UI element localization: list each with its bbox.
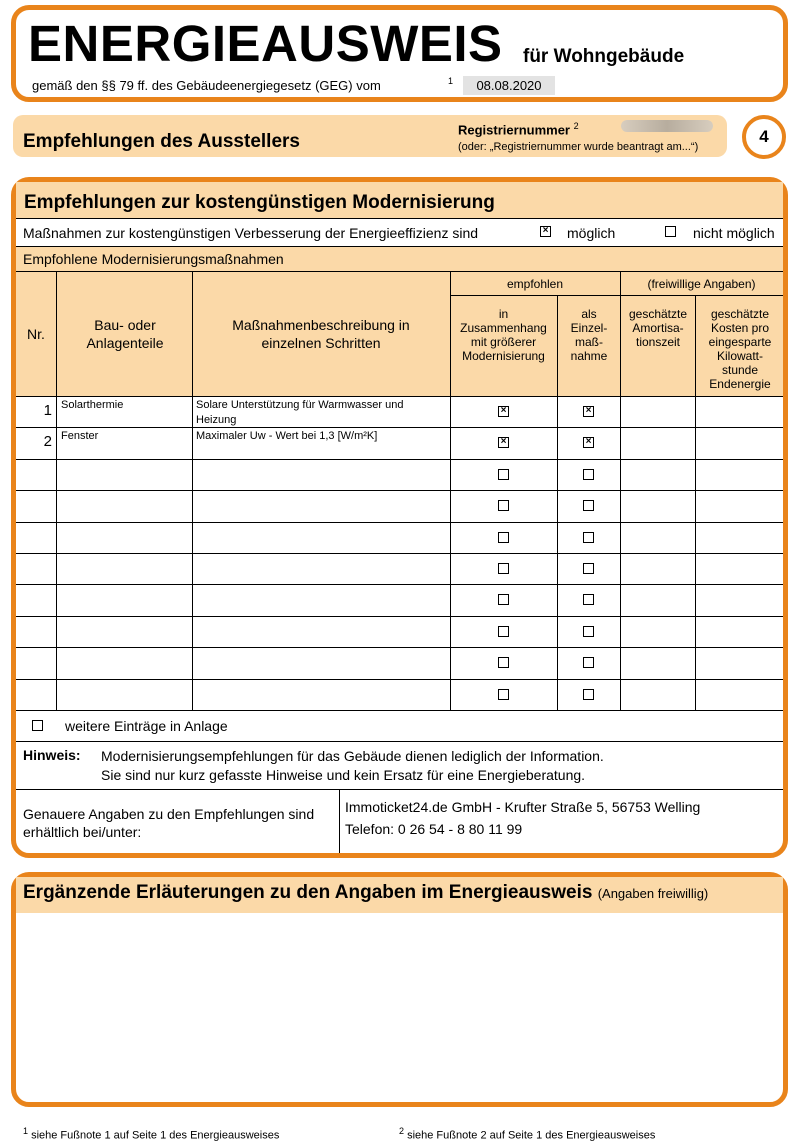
col-header-single: als Einzel-maß-nahme bbox=[570, 307, 608, 363]
contact-address: Immoticket24.de GmbH - Krufter Straße 5, 56753 Welling bbox=[345, 799, 701, 815]
divider bbox=[16, 710, 783, 711]
footnote-ref-1: 1 bbox=[448, 76, 454, 86]
table-row-divider bbox=[16, 647, 783, 648]
table-row-divider bbox=[16, 459, 783, 460]
document-title: ENERGIEAUSWEIS bbox=[28, 15, 503, 72]
table-row-divider bbox=[16, 679, 783, 680]
check-mark: × bbox=[585, 436, 592, 447]
check-mark: × bbox=[585, 405, 592, 416]
check-mark: × bbox=[500, 405, 507, 416]
page-number-badge: 4 bbox=[742, 115, 786, 159]
note-line-1: Modernisierungsempfehlungen für das Gebäude dienen lediglich der Information. bbox=[101, 748, 604, 764]
registration-footnote-ref: 2 bbox=[573, 121, 579, 131]
row-single-checkbox[interactable] bbox=[583, 406, 594, 417]
section-title: Empfehlungen des Ausstellers bbox=[23, 131, 300, 152]
group-header-optional: (freiwillige Angaben) bbox=[647, 277, 756, 291]
not-possible-label: nicht möglich bbox=[693, 225, 775, 241]
row-single-checkbox[interactable] bbox=[583, 626, 594, 637]
footnote-2-text: siehe Fußnote 2 auf Seite 1 des Energieausweises bbox=[407, 1129, 656, 1142]
details-label bbox=[23, 805, 314, 841]
row-description[interactable]: Solare Unterstützung für Warmwasser und Heizung bbox=[196, 399, 404, 426]
registration-label-text: Registriernummer bbox=[458, 122, 570, 138]
col-header-combined: in Zusammenhang mit größerer Modernisierung bbox=[460, 307, 547, 363]
recommendations-title: Empfehlungen zur kostengünstigen Modernisierung bbox=[24, 192, 495, 213]
row-single-checkbox[interactable] bbox=[583, 469, 594, 480]
table-row-divider bbox=[16, 553, 783, 554]
recommended-measures-label: Empfohlene Modernisierungsmaßnahmen bbox=[23, 251, 284, 267]
row-single-checkbox[interactable] bbox=[583, 500, 594, 511]
row-single-checkbox[interactable] bbox=[583, 594, 594, 605]
explanations-note: (Angaben freiwillig) bbox=[597, 886, 709, 901]
not-possible-checkbox[interactable] bbox=[665, 226, 676, 237]
col-header-description: Maßnahmenbeschreibung in einzelnen Schritten bbox=[232, 317, 410, 351]
footnote-1 bbox=[23, 1126, 279, 1142]
possible-checkbox[interactable] bbox=[540, 226, 551, 237]
details-label-line-2: erhältlich bei/unter: bbox=[23, 824, 142, 840]
row-number: 1 bbox=[43, 402, 52, 419]
check-mark: × bbox=[500, 436, 507, 447]
col-header-costs: geschätzte Kosten pro eingesparte Kilowatt-stunde Endenergie bbox=[708, 307, 772, 391]
row-combined-checkbox[interactable] bbox=[498, 437, 509, 448]
possible-label: möglich bbox=[567, 225, 616, 241]
divider bbox=[16, 741, 783, 742]
row-combined-checkbox[interactable] bbox=[498, 500, 509, 511]
divider bbox=[16, 396, 783, 397]
note-label: Hinweis: bbox=[23, 747, 81, 763]
contact-info bbox=[345, 796, 700, 840]
issue-date-field[interactable]: 08.08.2020 bbox=[463, 76, 555, 95]
row-combined-checkbox[interactable] bbox=[498, 657, 509, 668]
registration-note: (oder: „Registriernummer wurde beantragt am...“) bbox=[458, 141, 699, 153]
row-combined-checkbox[interactable] bbox=[498, 469, 509, 480]
footnote-1-text: siehe Fußnote 1 auf Seite 1 des Energieausweises bbox=[31, 1129, 280, 1142]
row-combined-checkbox[interactable] bbox=[498, 406, 509, 417]
table-row-divider bbox=[16, 522, 783, 523]
registration-label bbox=[458, 121, 579, 137]
row-combined-checkbox[interactable] bbox=[498, 626, 509, 637]
row-combined-checkbox[interactable] bbox=[498, 594, 509, 605]
row-component[interactable]: Fenster bbox=[61, 430, 99, 442]
table-row-divider bbox=[16, 584, 783, 585]
legal-basis: gemäß den §§ 79 ff. des Gebäudeenergiegesetz (GEG) vom bbox=[32, 78, 381, 93]
row-combined-checkbox[interactable] bbox=[498, 532, 509, 543]
possible-check-mark: × bbox=[542, 225, 549, 236]
table-row-divider bbox=[16, 427, 783, 428]
measures-question: Maßnahmen zur kostengünstigen Verbesserung der Energieeffizienz sind bbox=[23, 225, 479, 241]
explanations-title bbox=[23, 882, 708, 904]
col-divider bbox=[339, 789, 340, 853]
explanations-text-area[interactable] bbox=[16, 913, 783, 1102]
col-header-amortization: geschätzte Amortisa-tionszeit bbox=[628, 307, 688, 349]
footnote-1-ref: 1 bbox=[23, 1126, 29, 1136]
table-row-divider bbox=[16, 616, 783, 617]
note-text bbox=[101, 747, 604, 785]
row-number: 2 bbox=[43, 433, 52, 450]
note-line-2: Sie sind nur kurz gefasste Hinweise und kein Ersatz für eine Energieberatung. bbox=[101, 767, 586, 783]
more-entries-checkbox[interactable] bbox=[32, 720, 43, 731]
row-single-checkbox[interactable] bbox=[583, 657, 594, 668]
row-description[interactable]: Maximaler Uw - Wert bei 1,3 [W/m²K] bbox=[196, 430, 378, 442]
row-single-checkbox[interactable] bbox=[583, 563, 594, 574]
divider bbox=[16, 789, 783, 790]
col-header-component: Bau- oder Anlagenteile bbox=[86, 317, 164, 351]
row-single-checkbox[interactable] bbox=[583, 437, 594, 448]
details-label-line-1: Genauere Angaben zu den Empfehlungen sind bbox=[23, 806, 315, 822]
contact-phone: Telefon: 0 26 54 - 8 80 11 99 bbox=[345, 821, 523, 837]
row-combined-checkbox[interactable] bbox=[498, 563, 509, 574]
group-header-divider bbox=[450, 295, 783, 296]
registration-number-redacted bbox=[621, 120, 713, 132]
footnote-2 bbox=[399, 1126, 655, 1142]
divider bbox=[16, 218, 783, 219]
document-subtitle: für Wohngebäude bbox=[523, 46, 685, 67]
col-header-nr: Nr. bbox=[27, 326, 45, 342]
footnote-2-ref: 2 bbox=[399, 1126, 405, 1136]
group-header-recommended: empfohlen bbox=[506, 277, 564, 291]
row-single-checkbox[interactable] bbox=[583, 532, 594, 543]
explanations-title-text: Ergänzende Erläuterungen zu den Angaben im Energieausweis bbox=[23, 882, 593, 903]
row-component[interactable]: Solarthermie bbox=[61, 399, 124, 411]
more-entries-label: weitere Einträge in Anlage bbox=[65, 718, 228, 734]
table-row-divider bbox=[16, 490, 783, 491]
row-combined-checkbox[interactable] bbox=[498, 689, 509, 700]
row-single-checkbox[interactable] bbox=[583, 689, 594, 700]
